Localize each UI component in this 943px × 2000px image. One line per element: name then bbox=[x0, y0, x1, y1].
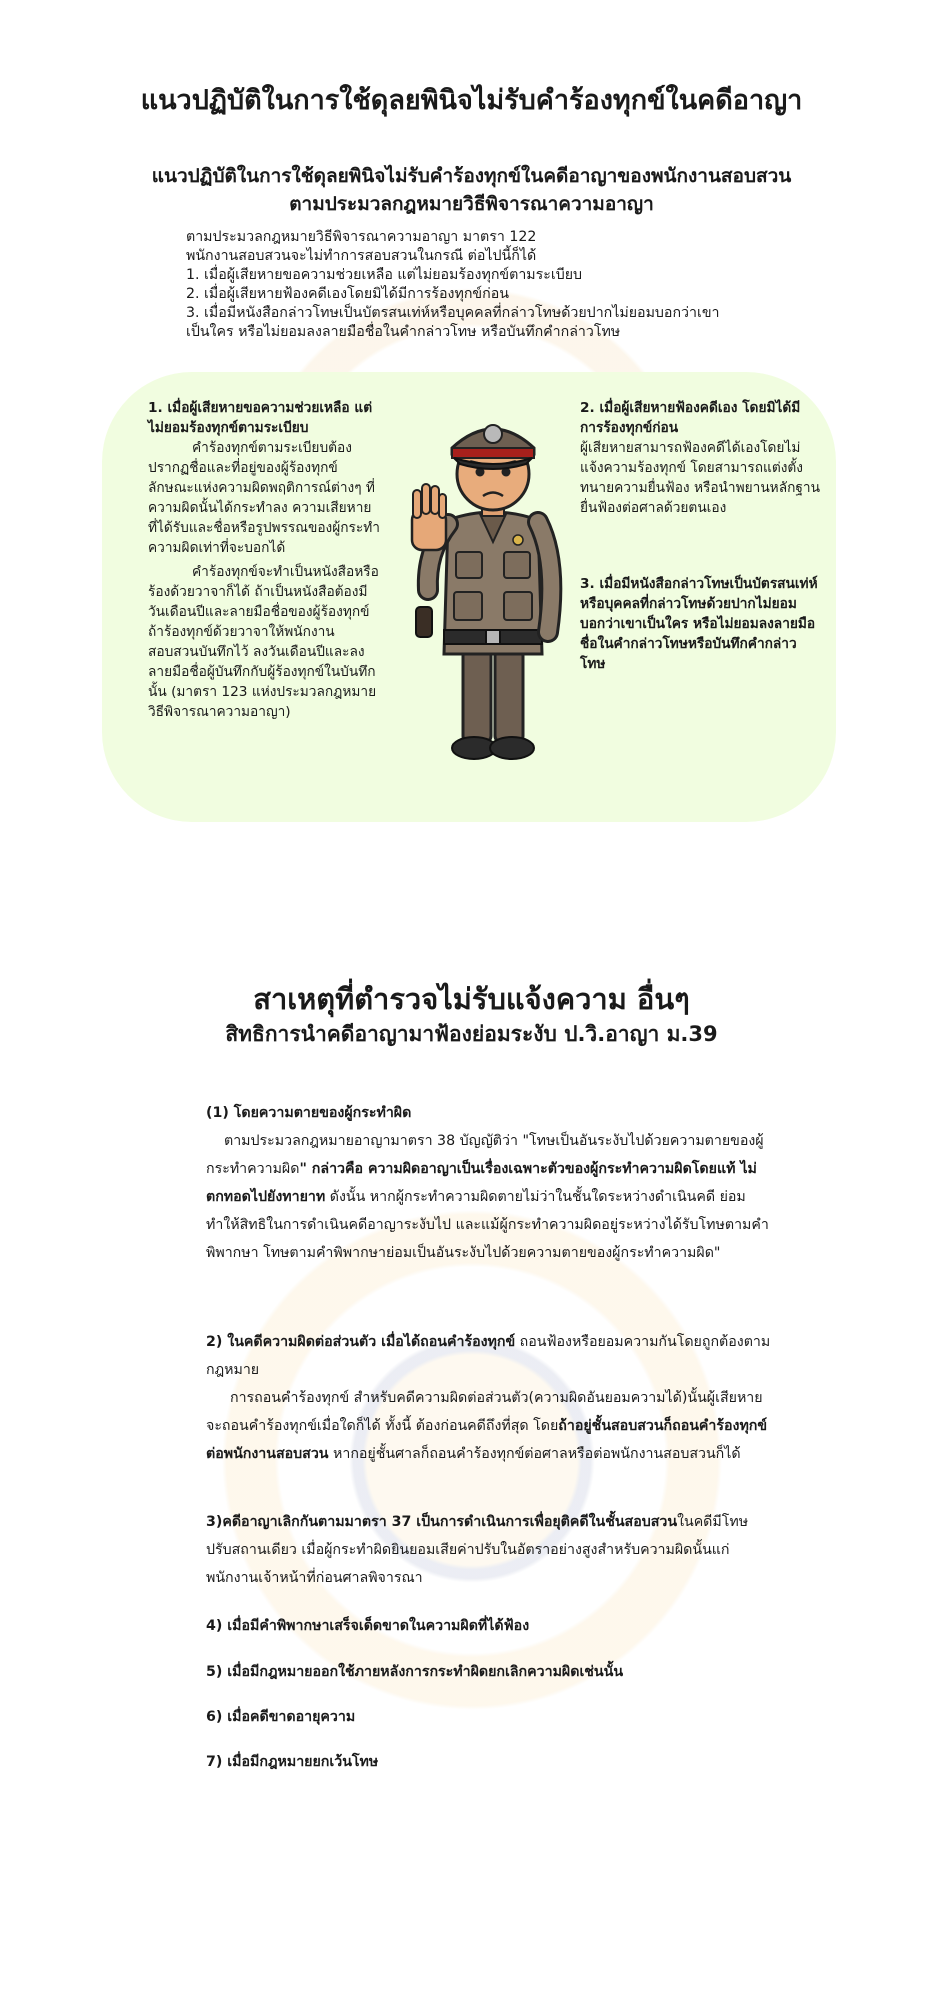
section1-title-line2: ตามประมวลกฎหมายวิธีพิจารณาความอาญา bbox=[289, 193, 654, 215]
reason-2-text-part: ถอนฟ้องหรือยอมความกันโดยถูกต้องตามกฎหมาย bbox=[206, 1334, 771, 1378]
reason-1-text-emphasis: " กล่าวคือ ความผิดอาญาเป็นเรื่องเฉพาะตัวของผู้กระทำความผิดโดยแท้ ไม่ตกทอดไปยังทายาท bbox=[206, 1161, 757, 1205]
section1-title bbox=[0, 162, 943, 218]
reason-1-heading: (1) โดยความตายของผู้กระทำผิด bbox=[206, 1105, 412, 1121]
reason-2-heading: 2) ในคดีความผิดต่อส่วนตัว เมื่อได้ถอนคำร้องทุกข์ bbox=[206, 1334, 516, 1350]
page-title: แนวปฏิบัติในการใช้ดุลยพินิจไม่รับคำร้องทุกข์ในคดีอาญา bbox=[140, 85, 803, 116]
section1-title-line1: แนวปฏิบัติในการใช้ดุลยพินิจไม่รับคำร้องทุกข์ในคดีอาญาของพนักงานสอบสวน bbox=[151, 165, 792, 187]
right-heading-3: 3. เมื่อมีหนังสือกล่าวโทษเป็นบัตรสนเท่ห์หรือบุคคลที่กล่าวโทษด้วยปากไม่ยอมบอกว่าเขาเป็นใคร หรือไม่ยอมลงลายมือชื่อในคำกล่าวโทษหรือบันทึกคำกล่าวโทษ bbox=[580, 576, 818, 672]
reason-item-3 bbox=[206, 1508, 772, 1592]
intro-line: 2. เมื่อผู้เสียหายฟ้องคดีเองโดยมิได้มีการร้องทุกข์ก่อน bbox=[186, 286, 509, 302]
section1-intro bbox=[186, 228, 786, 342]
panel-right-column bbox=[580, 398, 820, 674]
reason-item-1 bbox=[206, 1099, 772, 1267]
reason-item-7: 7) เมื่อมีกฎหมายยกเว้นโทษ bbox=[206, 1754, 379, 1770]
intro-line: 3. เมื่อมีหนังสือกล่าวโทษเป็นบัตรสนเท่ห์หรือบุคคลที่กล่าวโทษด้วยปากไม่ยอมบอกว่าเขา bbox=[186, 305, 720, 321]
reason-3-heading: 3)คดีอาญาเลิกกันตามมาตรา 37 เป็นการดำเนินการเพื่อยุติคดีในชั้นสอบสวน bbox=[206, 1514, 678, 1530]
section2-title: สาเหตุที่ตำรวจไม่รับแจ้งความ อื่นๆ bbox=[253, 982, 690, 1016]
reason-2-text-emphasis: ถ้าอยู่ชั้นสอบสวนก็ถอนคำร้องทุกข์ต่อพนักงานสอบสวน bbox=[206, 1418, 768, 1462]
reason-item-2 bbox=[206, 1328, 772, 1468]
left-paragraph-1: คำร้องทุกข์ตามระเบียบต้องปรากฏชื่อและที่อยู่ของผู้ร้องทุกข์ ลักษณะแห่งความผิดพฤติการณ์ต่างๆ ที่ความผิดนั้นได้กระทำลง ความเสียหายที่ได้รับและชื่อหรือรูปพรรณของผู้กระทำความผิดเท่าที่จะบอกได้ bbox=[148, 440, 380, 556]
reason-item-5: 5) เมื่อมีกฎหมายออกใช้ภายหลังการกระทำผิดยกเลิกความผิดเช่นนั้น bbox=[206, 1664, 624, 1680]
intro-line: เป็นใคร หรือไม่ยอมลงลายมือชื่อในคำกล่าวโทษ หรือบันทึกคำกล่าวโทษ bbox=[186, 324, 621, 340]
intro-line: 1. เมื่อผู้เสียหายขอความช่วยเหลือ แต่ไม่ยอมร้องทุกข์ตามระเบียบ bbox=[186, 267, 583, 283]
reason-1-text-part: ดังนั้น หากผู้กระทำความผิดตายไม่ว่าในชั้นใดระหว่างดำเนินคดี ย่อมทำให้สิทธิในการดำเนินคดีอาญาระงับไป และแม้ผู้กระทำความผิดอยู่ระหว่างได้รับโทษตามคำพิพากษา โทษตามคำพิพากษาย่อมเป็นอันระงับไปด้วยความตายของผู้กระทำความผิด" bbox=[206, 1189, 769, 1261]
intro-line: พนักงานสอบสวนจะไม่ทำการสอบสวนในกรณี ต่อไปนี้ก็ได้ bbox=[186, 248, 537, 264]
section2-subtitle: สิทธิการนำคดีอาญามาฟ้องย่อมระงับ ป.วิ.อาญา ม.39 bbox=[225, 1022, 718, 1046]
right-paragraph-2: ผู้เสียหายสามารถฟ้องคดีได้เองโดยไม่แจ้งความร้องทุกข์ โดยสามารถแต่งตั้งทนายความยื่นฟ้อง หรือนำพยานหลักฐาน ยื่นฟ้องต่อศาลด้วยตนเอง bbox=[580, 440, 820, 516]
intro-line: ตามประมวลกฎหมายวิธีพิจารณาความอาญา มาตรา 122 bbox=[186, 229, 537, 245]
reason-item-6: 6) เมื่อคดีขาดอายุความ bbox=[206, 1709, 356, 1725]
right-heading-2: 2. เมื่อผู้เสียหายฟ้องคดีเอง โดยมิได้มีการร้องทุกข์ก่อน bbox=[580, 400, 801, 436]
left-paragraph-2: คำร้องทุกข์จะทำเป็นหนังสือหรือร้องด้วยวาจาก็ได้ ถ้าเป็นหนังสือต้องมีวันเดือนปีและลายมือชื่อของผู้ร้องทุกข์ ถ้าร้องทุกข์ด้วยวาจาให้พนักงานสอบสวนบันทึกไว้ ลงวันเดือนปีและลงลายมือชื่อผู้บันทึกกับผู้ร้องทุกข์ในบันทึกนั้น (มาตรา 123 แห่งประมวลกฎหมายวิธีพิจารณาความอาญา) bbox=[148, 564, 379, 720]
reason-3-text: ในคดีมีโทษปรับสถานเดียว เมื่อผู้กระทำผิดยินยอมเสียค่าปรับในอัตราอย่างสูงสำหรับความผิดนั้นแก่พนักงานเจ้าหน้าที่ก่อนศาลพิจารณา bbox=[206, 1514, 749, 1586]
police-officer-illustration bbox=[408, 392, 578, 770]
reason-2-text-part: หากอยู่ชั้นศาลก็ถอนคำร้องทุกข์ต่อศาลหรือต่อพนักงานสอบสวนก็ได้ bbox=[328, 1446, 741, 1462]
reason-2-text bbox=[206, 1384, 772, 1468]
reason-2-text-part: การถอนคำร้องทุกข์ สำหรับคดีความผิดต่อส่วนตัว(ความผิดอันยอมความได้)นั้นผู้เสียหายจะถอนคำร้องทุกข์เมื่อใดก็ได้ ทั้งนี้ ต้องก่อนคดีถึงที่สุด โดย bbox=[206, 1390, 763, 1434]
reason-1-text bbox=[206, 1127, 772, 1267]
left-heading: 1. เมื่อผู้เสียหายขอความช่วยเหลือ แต่ไม่ยอมร้องทุกข์ตามระเบียบ bbox=[148, 400, 373, 436]
reason-1-text-part: ตามประมวลกฎหมายอาญามาตรา 38 บัญญัติว่า "โทษเป็นอันระงับไปด้วยความตายของผู้กระทำความผิด bbox=[206, 1133, 764, 1177]
reason-item-4: 4) เมื่อมีคำพิพากษาเสร็จเด็ดขาดในความผิดที่ได้ฟ้อง bbox=[206, 1618, 530, 1634]
panel-left-column bbox=[148, 398, 380, 722]
